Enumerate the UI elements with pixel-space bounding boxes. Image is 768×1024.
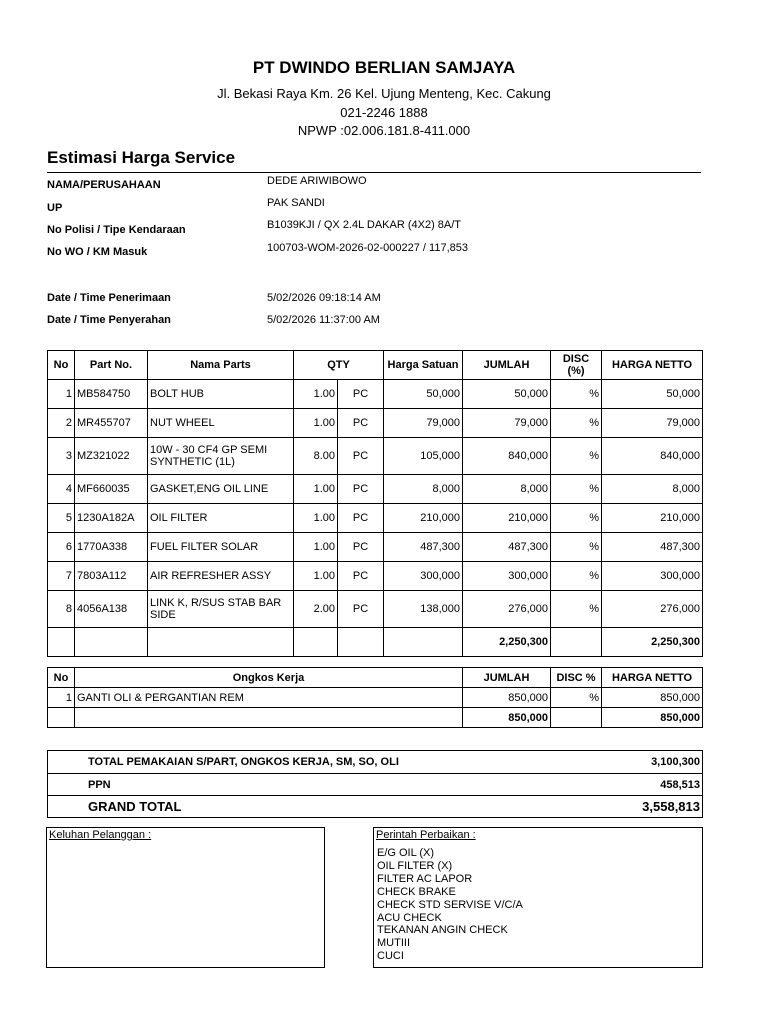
row-harga: 8,000 — [384, 475, 463, 504]
row-netto: 276,000 — [602, 591, 703, 628]
col-jumlah: JUMLAH — [463, 351, 551, 380]
labor-header-row — [48, 668, 703, 688]
row-disc: % — [551, 504, 602, 533]
row-nama: BOLT HUB — [148, 380, 294, 409]
parts-total-jumlah: 2,250,300 — [463, 628, 551, 657]
row-disc: % — [551, 409, 602, 438]
row-qty: 1.00 — [294, 562, 338, 591]
table-row — [48, 533, 703, 562]
labor-row-no: 1 — [48, 688, 75, 708]
row-part-no: 4056A138 — [75, 591, 148, 628]
row-nama: LINK K, R/SUS STAB BAR SIDE — [148, 591, 294, 628]
row-unit: PC — [338, 380, 384, 409]
row-jumlah: 210,000 — [463, 504, 551, 533]
perintah-box — [373, 827, 703, 968]
perintah-title: Perintah Perbaikan : — [376, 829, 476, 841]
row-harga: 50,000 — [384, 380, 463, 409]
row-nama: NUT WHEEL — [148, 409, 294, 438]
row-part-no: 7803A112 — [75, 562, 148, 591]
labor-total-jumlah: 850,000 — [463, 708, 551, 728]
labor-total-netto: 850,000 — [602, 708, 703, 728]
row-no: 7 — [48, 562, 75, 591]
row-no: 5 — [48, 504, 75, 533]
keluhan-title: Keluhan Pelanggan : — [49, 829, 152, 841]
info-value-polisi: B1039KJI / QX 2.4L DAKAR (4X2) 8A/T — [267, 219, 462, 231]
row-unit: PC — [338, 591, 384, 628]
row-part-no: MR455707 — [75, 409, 148, 438]
row-nama: 10W - 30 CF4 GP SEMI SYNTHETIC (1L) — [148, 438, 294, 475]
row-qty: 2.00 — [294, 591, 338, 628]
table-row — [48, 562, 703, 591]
table-row — [48, 380, 703, 409]
title-divider — [47, 172, 701, 173]
table-row — [48, 504, 703, 533]
parts-total-netto: 2,250,300 — [602, 628, 703, 657]
info-label-polisi: No Polisi / Tipe Kendaraan — [47, 224, 186, 236]
row-netto: 79,000 — [602, 409, 703, 438]
info-label-penerimaan: Date / Time Penerimaan — [47, 292, 171, 304]
row-jumlah: 276,000 — [463, 591, 551, 628]
list-item: ACU CHECK — [377, 911, 442, 924]
row-jumlah: 79,000 — [463, 409, 551, 438]
list-item: FILTER AC LAPOR — [377, 872, 473, 885]
col-nama-parts: Nama Parts — [148, 351, 294, 380]
row-part-no: 1230A182A — [75, 504, 148, 533]
table-row — [48, 409, 703, 438]
row-disc: % — [551, 562, 602, 591]
labor-col-jumlah: JUMLAH — [463, 668, 551, 688]
row-harga: 79,000 — [384, 409, 463, 438]
row-part-no: MZ321022 — [75, 438, 148, 475]
info-label-nama: NAMA/PERUSAHAAN — [47, 179, 161, 191]
labor-table — [47, 667, 703, 728]
row-nama: FUEL FILTER SOLAR — [148, 533, 294, 562]
col-no: No — [48, 351, 75, 380]
summary-ppn-row — [48, 774, 703, 796]
row-qty: 1.00 — [294, 380, 338, 409]
list-item: CHECK BRAKE — [377, 885, 456, 898]
list-item: TEKANAN ANGIN CHECK — [377, 924, 508, 937]
row-harga: 105,000 — [384, 438, 463, 475]
row-jumlah: 50,000 — [463, 380, 551, 409]
labor-col-no: No — [48, 668, 75, 688]
perintah-list — [377, 847, 523, 963]
list-item: OIL FILTER (X) — [377, 859, 453, 872]
row-disc: % — [551, 475, 602, 504]
summary-grand-row — [48, 796, 703, 818]
info-value-wo: 100703-WOM-2026-02-000227 / 117,853 — [267, 242, 468, 254]
list-item: CHECK STD SERVISE V/C/A — [377, 898, 523, 911]
table-row — [48, 475, 703, 504]
summary-ppn-value: 458,513 — [568, 774, 703, 796]
table-row — [48, 688, 703, 708]
company-npwp: NPWP :02.006.181.8-411.000 — [297, 123, 471, 138]
grand-total-label: GRAND TOTAL — [48, 796, 568, 818]
summary-total-value: 3,100,300 — [568, 751, 703, 774]
table-row — [48, 438, 703, 475]
row-netto: 50,000 — [602, 380, 703, 409]
table-row — [48, 591, 703, 628]
row-netto: 487,300 — [602, 533, 703, 562]
row-part-no: 1770A338 — [75, 533, 148, 562]
col-harga-netto: HARGA NETTO — [602, 351, 703, 380]
row-harga: 300,000 — [384, 562, 463, 591]
row-no: 4 — [48, 475, 75, 504]
grand-total-value: 3,558,813 — [568, 796, 703, 818]
parts-header-row — [48, 351, 703, 380]
summary-table — [47, 750, 703, 818]
parts-table — [47, 350, 703, 657]
row-disc: % — [551, 438, 602, 475]
row-qty: 8.00 — [294, 438, 338, 475]
row-netto: 300,000 — [602, 562, 703, 591]
parts-total-row — [48, 628, 703, 657]
row-disc: % — [551, 380, 602, 409]
summary-total-row — [48, 751, 703, 774]
info-label-up: UP — [47, 202, 63, 214]
info-value-penerimaan: 5/02/2026 09:18:14 AM — [267, 292, 381, 304]
labor-total-row — [48, 708, 703, 728]
info-value-nama: DEDE ARIWIBOWO — [267, 175, 367, 187]
row-nama: AIR REFRESHER ASSY — [148, 562, 294, 591]
company-name: PT DWINDO BERLIAN SAMJAYA — [252, 58, 516, 77]
document-title: Estimasi Harga Service — [47, 148, 236, 167]
row-no: 8 — [48, 591, 75, 628]
info-value-penyerahan: 5/02/2026 11:37:00 AM — [267, 314, 380, 326]
row-nama: OIL FILTER — [148, 504, 294, 533]
labor-row-disc: % — [551, 688, 602, 708]
col-disc: DISC (%) — [551, 351, 602, 380]
row-jumlah: 840,000 — [463, 438, 551, 475]
row-unit: PC — [338, 438, 384, 475]
row-no: 6 — [48, 533, 75, 562]
info-value-up: PAK SANDI — [267, 197, 325, 209]
row-unit: PC — [338, 533, 384, 562]
row-harga: 138,000 — [384, 591, 463, 628]
list-item: CUCI — [377, 950, 404, 963]
company-address: Jl. Bekasi Raya Km. 26 Kel. Ujung Menteng, Kec. Cakung — [217, 86, 551, 101]
info-label-penyerahan: Date / Time Penyerahan — [47, 314, 171, 326]
labor-row-jumlah: 850,000 — [463, 688, 551, 708]
row-harga: 210,000 — [384, 504, 463, 533]
row-netto: 210,000 — [602, 504, 703, 533]
row-part-no: MF660035 — [75, 475, 148, 504]
col-qty: QTY — [294, 351, 384, 380]
keluhan-box — [46, 827, 325, 968]
labor-col-disc: DISC % — [551, 668, 602, 688]
company-phone: 021-2246 1888 — [340, 105, 428, 120]
row-disc: % — [551, 591, 602, 628]
list-item: E/G OIL (X) — [377, 847, 435, 859]
row-qty: 1.00 — [294, 504, 338, 533]
col-harga-satuan: Harga Satuan — [384, 351, 463, 380]
labor-row-netto: 850,000 — [602, 688, 703, 708]
col-part-no: Part No. — [75, 351, 148, 380]
labor-col-netto: HARGA NETTO — [602, 668, 703, 688]
info-label-wo: No WO / KM Masuk — [47, 246, 148, 258]
summary-total-label: TOTAL PEMAKAIAN S/PART, ONGKOS KERJA, SM, SO, OLI — [48, 751, 568, 774]
row-jumlah: 300,000 — [463, 562, 551, 591]
row-unit: PC — [338, 562, 384, 591]
labor-col-ongkos: Ongkos Kerja — [75, 668, 463, 688]
row-netto: 8,000 — [602, 475, 703, 504]
row-jumlah: 8,000 — [463, 475, 551, 504]
row-unit: PC — [338, 409, 384, 438]
row-unit: PC — [338, 475, 384, 504]
row-qty: 1.00 — [294, 409, 338, 438]
row-jumlah: 487,300 — [463, 533, 551, 562]
row-no: 3 — [48, 438, 75, 475]
labor-row-desc: GANTI OLI & PERGANTIAN REM — [75, 688, 463, 708]
row-qty: 1.00 — [294, 475, 338, 504]
row-part-no: MB584750 — [75, 380, 148, 409]
row-qty: 1.00 — [294, 533, 338, 562]
row-nama: GASKET,ENG OIL LINE — [148, 475, 294, 504]
summary-ppn-label: PPN — [48, 774, 568, 796]
row-netto: 840,000 — [602, 438, 703, 475]
row-harga: 487,300 — [384, 533, 463, 562]
row-disc: % — [551, 533, 602, 562]
row-unit: PC — [338, 504, 384, 533]
row-no: 1 — [48, 380, 75, 409]
row-no: 2 — [48, 409, 75, 438]
list-item: MUTIII — [377, 937, 410, 950]
